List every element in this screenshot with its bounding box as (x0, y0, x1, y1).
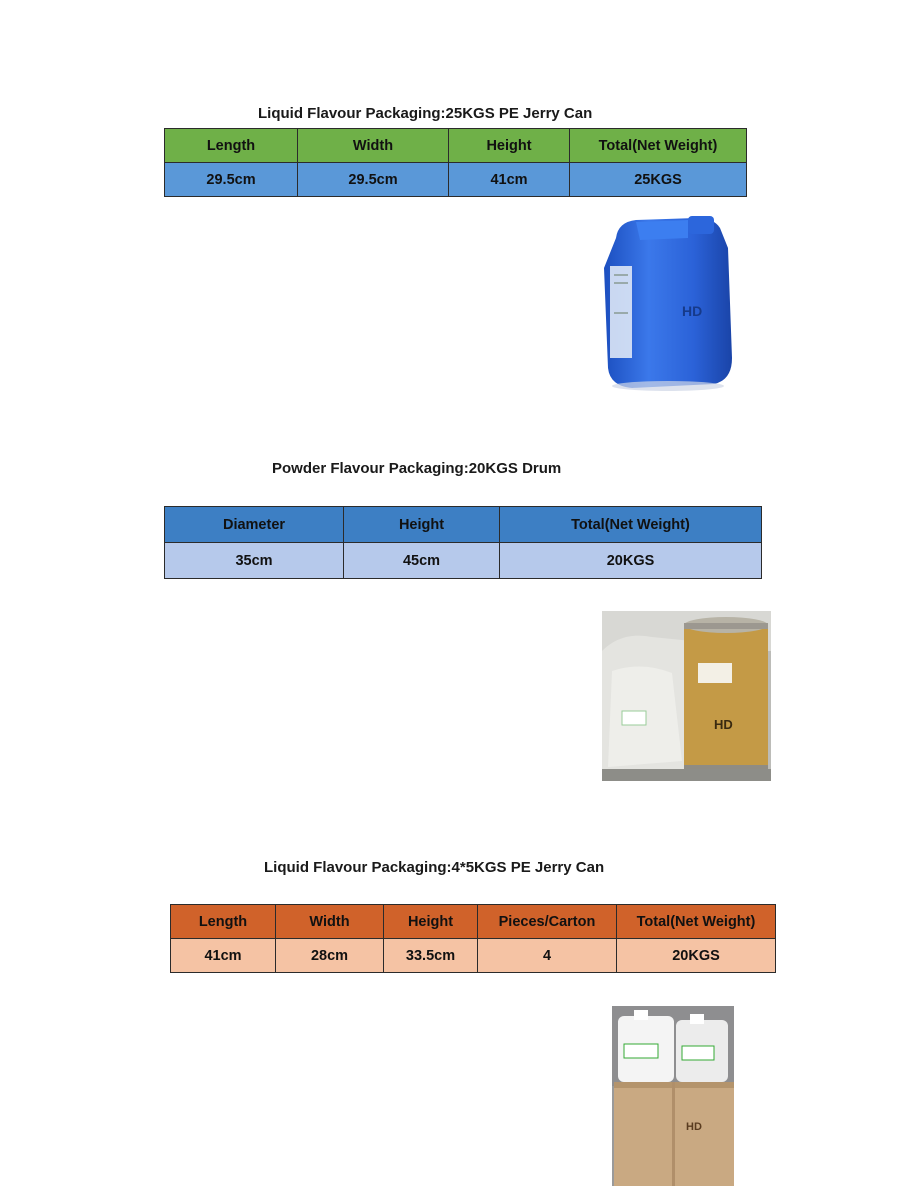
spec-table-liquid-4x5kg (170, 904, 776, 973)
header-cell: Height (384, 905, 478, 939)
header-cell: Total(Net Weight) (617, 905, 776, 939)
value-cell: 20KGS (617, 939, 776, 973)
header-cell: Length (171, 905, 276, 939)
header-cell: Diameter (165, 507, 344, 543)
value-cell: 20KGS (500, 543, 762, 579)
table-row (171, 939, 776, 973)
spec-table-liquid-25kg (164, 128, 747, 197)
white-jerry-cans-on-carton-icon (612, 1006, 734, 1186)
table-row (165, 543, 762, 579)
section-title-liquid-25kg: Liquid Flavour Packaging:25KGS PE Jerry Can (258, 105, 593, 122)
value-cell: 41cm (449, 163, 570, 197)
section-title-powder-20kg: Powder Flavour Packaging:20KGS Drum (272, 460, 562, 477)
header-cell: Height (344, 507, 500, 543)
spec-table-powder-20kg (164, 506, 762, 579)
svg-text:HD: HD (714, 717, 733, 732)
table-row (165, 163, 747, 197)
value-cell: 45cm (344, 543, 500, 579)
table-header-row (171, 905, 776, 939)
value-cell: 28cm (276, 939, 384, 973)
value-cell: 25KGS (570, 163, 747, 197)
fiber-drum-and-foil-bag-icon (602, 611, 771, 781)
svg-text:HD: HD (682, 303, 703, 319)
header-cell: Total(Net Weight) (570, 129, 747, 163)
value-cell: 41cm (171, 939, 276, 973)
table-header-row (165, 507, 762, 543)
table-header-row (165, 129, 747, 163)
header-cell: Pieces/Carton (478, 905, 617, 939)
svg-text:HD: HD (686, 1121, 702, 1133)
value-cell: 35cm (165, 543, 344, 579)
value-cell: 33.5cm (384, 939, 478, 973)
header-cell: Height (449, 129, 570, 163)
header-cell: Width (298, 129, 449, 163)
section-title-liquid-4x5kg: Liquid Flavour Packaging:4*5KGS PE Jerry Can (264, 859, 605, 876)
value-cell: 29.5cm (298, 163, 449, 197)
header-cell: Total(Net Weight) (500, 507, 762, 543)
value-cell: 4 (478, 939, 617, 973)
header-cell: Length (165, 129, 298, 163)
value-cell: 29.5cm (165, 163, 298, 197)
blue-jerry-can-icon (596, 208, 742, 392)
header-cell: Width (276, 905, 384, 939)
